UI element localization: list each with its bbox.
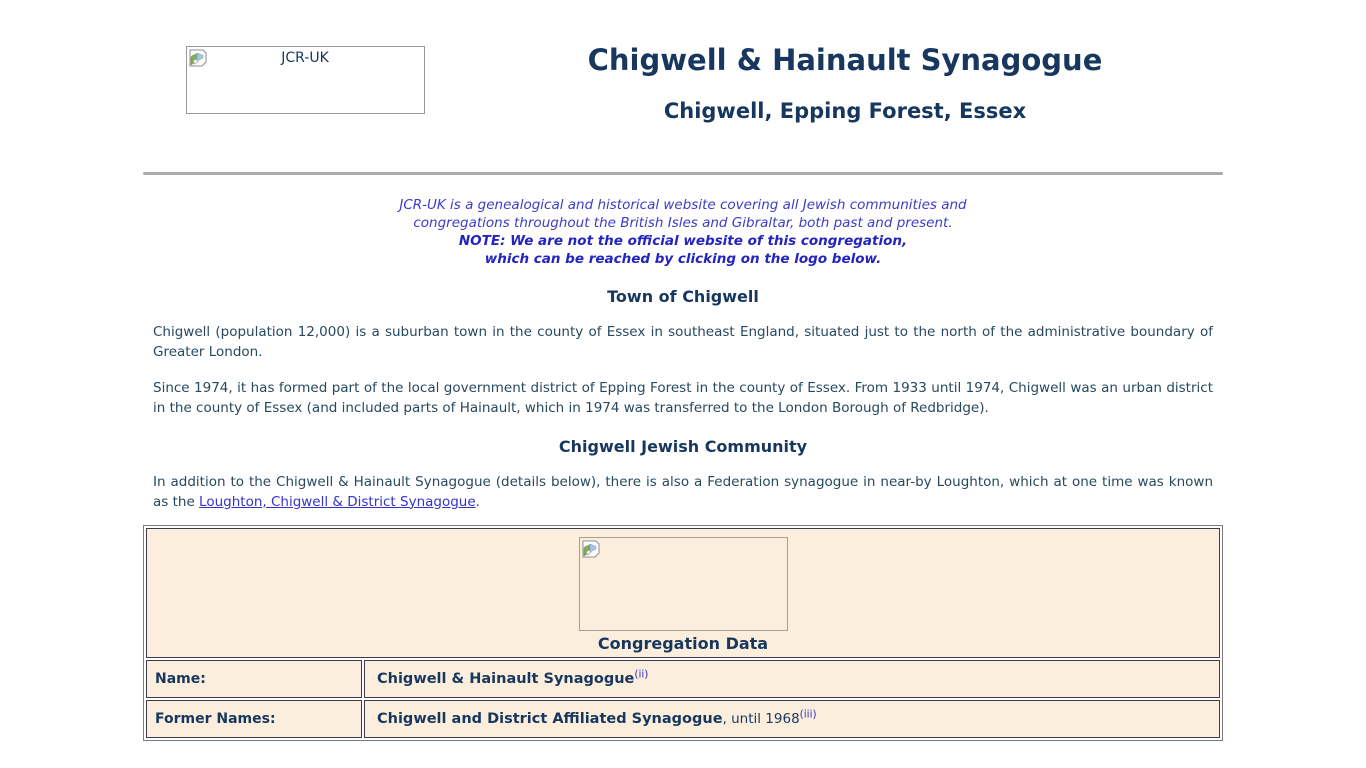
content-area [143,0,1223,741]
congregation-data-table [143,525,1223,741]
former-names-label: Former Names: [146,700,362,738]
community-text-after-link: . [475,493,480,510]
community-heading: Chigwell Jewish Community [558,437,808,456]
table-row [146,700,1220,738]
intro-line-2: congregations throughout the British Isles and Gibraltar, both past and present. [413,215,953,231]
header [143,0,1223,123]
intro-line-1: JCR-UK is a genealogical and historical website covering all Jewish communities and [399,197,967,213]
town-heading: Town of Chigwell [607,287,759,306]
congregation-data-heading: Congregation Data [597,634,769,653]
congregation-logo-link[interactable] [579,537,788,631]
name-value: Chigwell & Hainault Synagogue [377,671,635,687]
horizontal-rule [143,172,1223,175]
page-subtitle: Chigwell, Epping Forest, Essex [663,99,1027,123]
intro-note-line-2: which can be reached by clicking on the logo below. [484,251,882,267]
header-logo-column [143,0,467,123]
congregation-header-cell [146,528,1220,658]
page-title: Chigwell & Hainault Synagogue [587,43,1103,77]
former-names-value-cell [364,700,1220,738]
broken-image-icon [189,49,207,67]
community-text-before-link: In addition to the Chigwell & Hainault Synagogue (details below), there is also a Federation synagogue in near-by Loughton, which at one time was known as the [153,474,1213,510]
former-names-value: Chigwell and District Affiliated Synagogue [377,711,723,727]
congregation-header-row [146,528,1220,658]
name-label: Name: [146,660,362,698]
footnote-iii-link[interactable]: (iii) [799,708,817,721]
intro-note-line-1: NOTE: We are not the official website of this congregation, [458,233,908,249]
logo-alt-text: JCR-UK [281,50,329,66]
site-intro [143,196,1223,268]
name-value-cell [364,660,1220,698]
table-row [146,660,1220,698]
jcr-uk-logo-link[interactable] [186,46,425,114]
header-title-column [467,0,1223,123]
town-paragraph-1: Chigwell (population 12,000) is a suburban town in the county of Essex in southeast England, situated just to the north of the administrative boundary of Greater London. [153,324,1213,360]
former-names-value-extra: , until 1968 [722,711,800,727]
town-paragraph-2: Since 1974, it has formed part of the local government district of Epping Forest in the county of Essex. From 1933 until 1974, Chigwell was an urban district in the county of Essex (and included parts of Hainault, which in 1974 was transferred to the London Borough of Redbridge). [153,380,1213,416]
community-paragraph [153,473,1213,512]
loughton-synagogue-link[interactable]: Loughton, Chigwell & District Synagogue [199,493,476,510]
broken-image-icon [582,540,600,558]
footnote-ii-link[interactable]: (ii) [634,668,649,681]
